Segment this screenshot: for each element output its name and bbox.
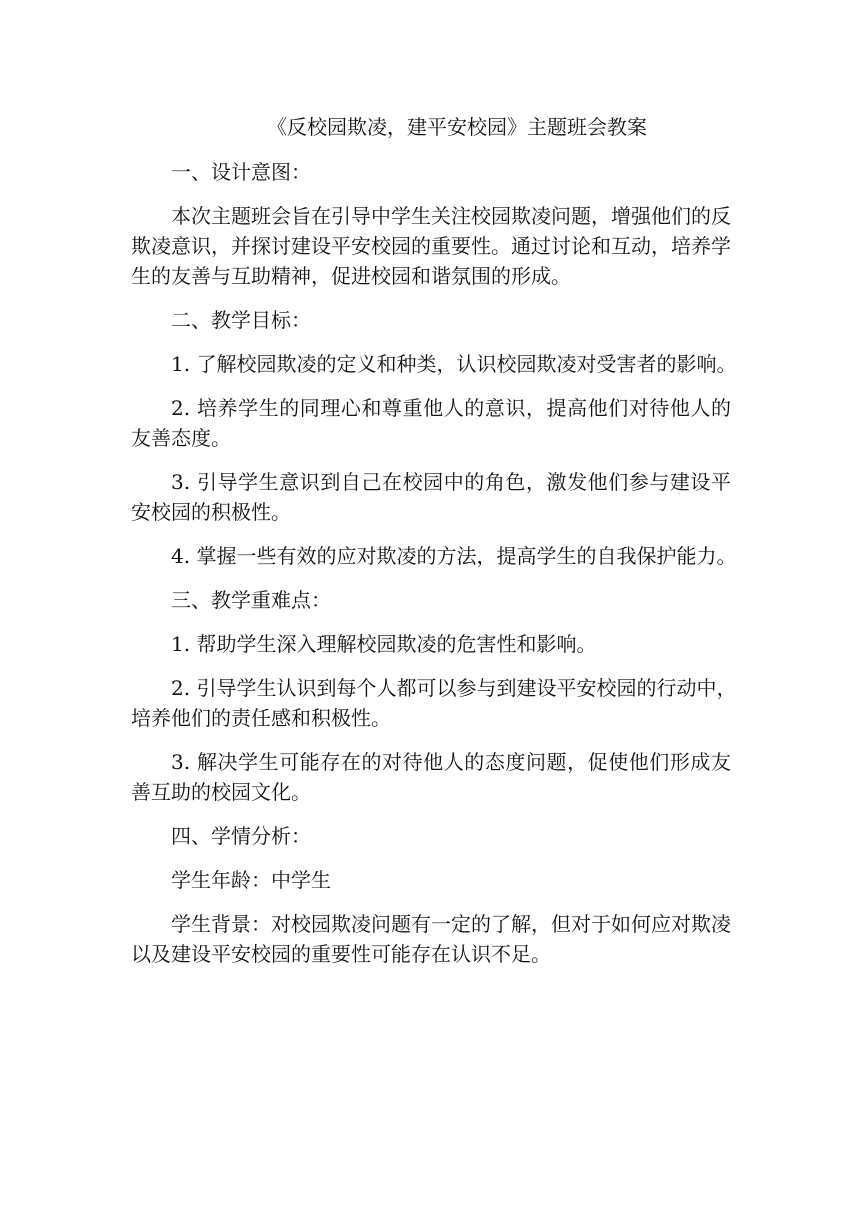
objective-item-4: [131, 541, 737, 571]
text-line: 1. 帮助学生深入理解校园欺凌的危害性和影响。: [171, 632, 597, 656]
key-point-item-2: [131, 673, 737, 733]
key-point-item-1: [131, 629, 731, 659]
objective-item-2: [131, 393, 731, 453]
text-line: 本次主题班会旨在引导中学生关注校园欺凌问题，增强他们的反: [171, 204, 731, 228]
design-intent-paragraph: [131, 201, 731, 291]
text-line: 3. 解决学生可能存在的对待他人的态度问题，促使他们形成友: [171, 750, 731, 774]
text-line: 善互助的校园文化。: [131, 780, 311, 804]
text-line: 3. 引导学生意识到自己在校园中的角色，激发他们参与建设平: [171, 470, 731, 494]
text-line: 欺凌意识，并探讨建设平安校园的重要性。通过讨论和互动，培养学: [131, 234, 731, 258]
text-line: 以及建设平安校园的重要性可能存在认识不足。: [131, 942, 551, 966]
section-heading-teaching-objectives: 二、教学目标：: [171, 308, 311, 332]
text-line: 友善态度。: [131, 426, 231, 450]
text-line: 2. 引导学生认识到每个人都可以参与到建设平安校园的行动中，: [171, 676, 737, 700]
text-line: 生的友善与互助精神，促进校园和谐氛围的形成。: [131, 264, 571, 288]
text-line: 4. 掌握一些有效的应对欺凌的方法，提高学生的自我保护能力。: [171, 544, 737, 568]
document-title: 《反校园欺凌，建平安校园》主题班会教案: [267, 115, 647, 139]
key-point-item-3: [131, 747, 731, 807]
student-background-paragraph: [131, 909, 731, 969]
text-line: 学生背景：对校园欺凌问题有一定的了解，但对于如何应对欺凌: [171, 912, 731, 936]
text-line: 培养他们的责任感和积极性。: [131, 706, 391, 730]
document-body: [131, 112, 737, 969]
text-line: 1. 了解校园欺凌的定义和种类，认识校园欺凌对受害者的影响。: [171, 352, 737, 376]
objective-item-3: [131, 467, 731, 527]
section-heading-key-difficulties: 三、教学重难点：: [171, 588, 331, 612]
section-heading-student-analysis: 四、学情分析：: [171, 824, 311, 848]
section-heading-design-intent: 一、设计意图：: [171, 160, 311, 184]
text-line: 安校园的积极性。: [131, 500, 291, 524]
text-line: 2. 培养学生的同理心和尊重他人的意识，提高他们对待他人的: [171, 396, 731, 420]
student-age-text: 学生年龄：中学生: [171, 868, 331, 892]
objective-item-1: [131, 349, 737, 379]
